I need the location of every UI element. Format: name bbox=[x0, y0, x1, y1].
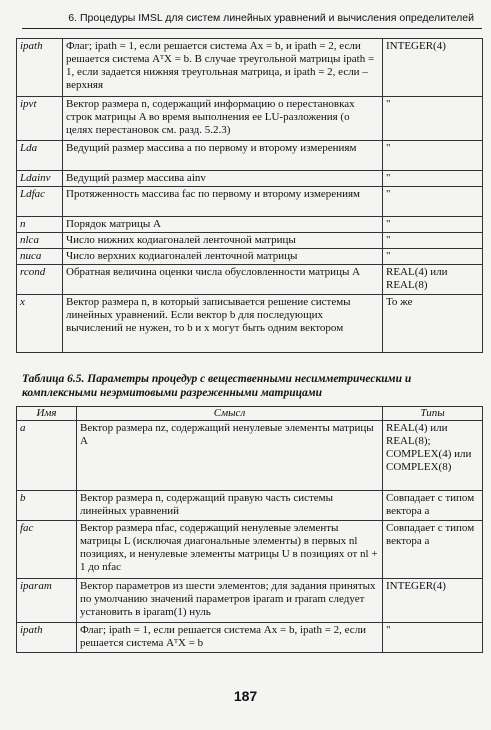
param-meaning: Вектор размера nz, содержащий ненулевые элементы матрицы A bbox=[77, 421, 383, 491]
table-row bbox=[17, 233, 483, 249]
param-type: " bbox=[383, 249, 483, 265]
param-meaning: Вектор размера n, содержащий информацию о перестановках строк матрицы A во время выполнения ее LU-разложения (о целях перестановок см. разд. 5.2.3) bbox=[63, 97, 383, 141]
parameters-table-continued bbox=[16, 38, 483, 353]
param-meaning: Число нижних кодиагоналей ленточной матрицы bbox=[63, 233, 383, 249]
param-name: ipath bbox=[17, 39, 63, 97]
param-meaning: Флаг; ipath = 1, если решается система Ax = b, ipath = 2, если решается система AᵀX = b bbox=[77, 623, 383, 653]
table-row bbox=[17, 421, 483, 491]
table-row bbox=[17, 141, 483, 171]
column-header-meaning: Смысл bbox=[77, 407, 383, 421]
param-meaning: Обратная величина оценки числа обусловленности матрицы A bbox=[63, 265, 383, 295]
table-row bbox=[17, 265, 483, 295]
table-row bbox=[17, 579, 483, 623]
param-meaning: Вектор размера n, содержащий правую часть системы линейных уравнений bbox=[77, 491, 383, 521]
param-meaning: Вектор параметров из шести элементов; для задания принятых по умолчанию значений параметров iparam и rparam следует установить в iparam(1) нуль bbox=[77, 579, 383, 623]
param-type: Совпадает с типом вектора a bbox=[383, 521, 483, 579]
page-number: 187 bbox=[233, 688, 258, 704]
param-meaning: Вектор размера nfac, содержащий ненулевые элементы матрицы L (исключая диагональные элементы) в первых nl позициях, и ненулевые элементы матрицы U в позициях от nl + 1 до nfac bbox=[77, 521, 383, 579]
param-name: fac bbox=[17, 521, 77, 579]
param-type: Совпадает с типом вектора a bbox=[383, 491, 483, 521]
table-row bbox=[17, 187, 483, 217]
param-meaning: Ведущий размер массива a по первому и второму измерениям bbox=[63, 141, 383, 171]
table-row bbox=[17, 249, 483, 265]
param-name: b bbox=[17, 491, 77, 521]
table-row bbox=[17, 491, 483, 521]
param-type: " bbox=[383, 623, 483, 653]
column-header-type: Типы bbox=[383, 407, 483, 421]
param-name: ipath bbox=[17, 623, 77, 653]
param-meaning: Ведущий размер массива ainv bbox=[63, 171, 383, 187]
param-name: Ldfac bbox=[17, 187, 63, 217]
param-name: ipvt bbox=[17, 97, 63, 141]
param-type: INTEGER(4) bbox=[383, 39, 483, 97]
param-name: n bbox=[17, 217, 63, 233]
param-name: Ldainv bbox=[17, 171, 63, 187]
param-name: nuca bbox=[17, 249, 63, 265]
param-type: То же bbox=[383, 295, 483, 353]
table-row bbox=[17, 39, 483, 97]
param-name: x bbox=[17, 295, 63, 353]
param-type: " bbox=[383, 171, 483, 187]
param-meaning: Число верхних кодиагоналей ленточной матрицы bbox=[63, 249, 383, 265]
param-type: " bbox=[383, 141, 483, 171]
param-type: " bbox=[383, 233, 483, 249]
param-meaning: Протяженность массива fac по первому и второму измерениям bbox=[63, 187, 383, 217]
param-name: a bbox=[17, 421, 77, 491]
param-type: " bbox=[383, 97, 483, 141]
running-title: 6. Процедуры IMSL для систем линейных уравнений и вычисления определителей bbox=[68, 12, 474, 24]
param-name: rcond bbox=[17, 265, 63, 295]
param-meaning: Вектор размера n, в который записывается решение системы линейных уравнений. Если вектор b для последующих вычислений не нужен, то b и x могут быть одним вектором bbox=[63, 295, 383, 353]
param-type: INTEGER(4) bbox=[383, 579, 483, 623]
table-row bbox=[17, 623, 483, 653]
param-name: iparam bbox=[17, 579, 77, 623]
table-row bbox=[17, 171, 483, 187]
column-header-name: Имя bbox=[17, 407, 77, 421]
param-type: REAL(4) или REAL(8); COMPLEX(4) или COMPLEX(8) bbox=[383, 421, 483, 491]
param-type: " bbox=[383, 187, 483, 217]
param-type: REAL(4) или REAL(8) bbox=[383, 265, 483, 295]
table-caption: Таблица 6.5. Параметры процедур с вещественными несимметрическими и комплексными неэрмитовыми разреженными матрицами bbox=[22, 373, 412, 399]
param-meaning: Порядок матрицы A bbox=[63, 217, 383, 233]
running-header bbox=[22, 8, 482, 29]
table-header-row bbox=[17, 407, 483, 421]
table-row bbox=[17, 295, 483, 353]
table-row bbox=[17, 521, 483, 579]
param-name: nlca bbox=[17, 233, 63, 249]
param-type: " bbox=[383, 217, 483, 233]
sparse-parameters-table bbox=[16, 406, 483, 653]
param-meaning: Флаг; ipath = 1, если решается система Ax = b, и ipath = 2, если решается система AᵀX = b. В случае треугольной матрицы ipath = 1, если задается нижняя треугольная матрица, и ipath = 2, если – верхняя bbox=[63, 39, 383, 97]
table-row bbox=[17, 97, 483, 141]
table-row bbox=[17, 217, 483, 233]
param-name: Lda bbox=[17, 141, 63, 171]
